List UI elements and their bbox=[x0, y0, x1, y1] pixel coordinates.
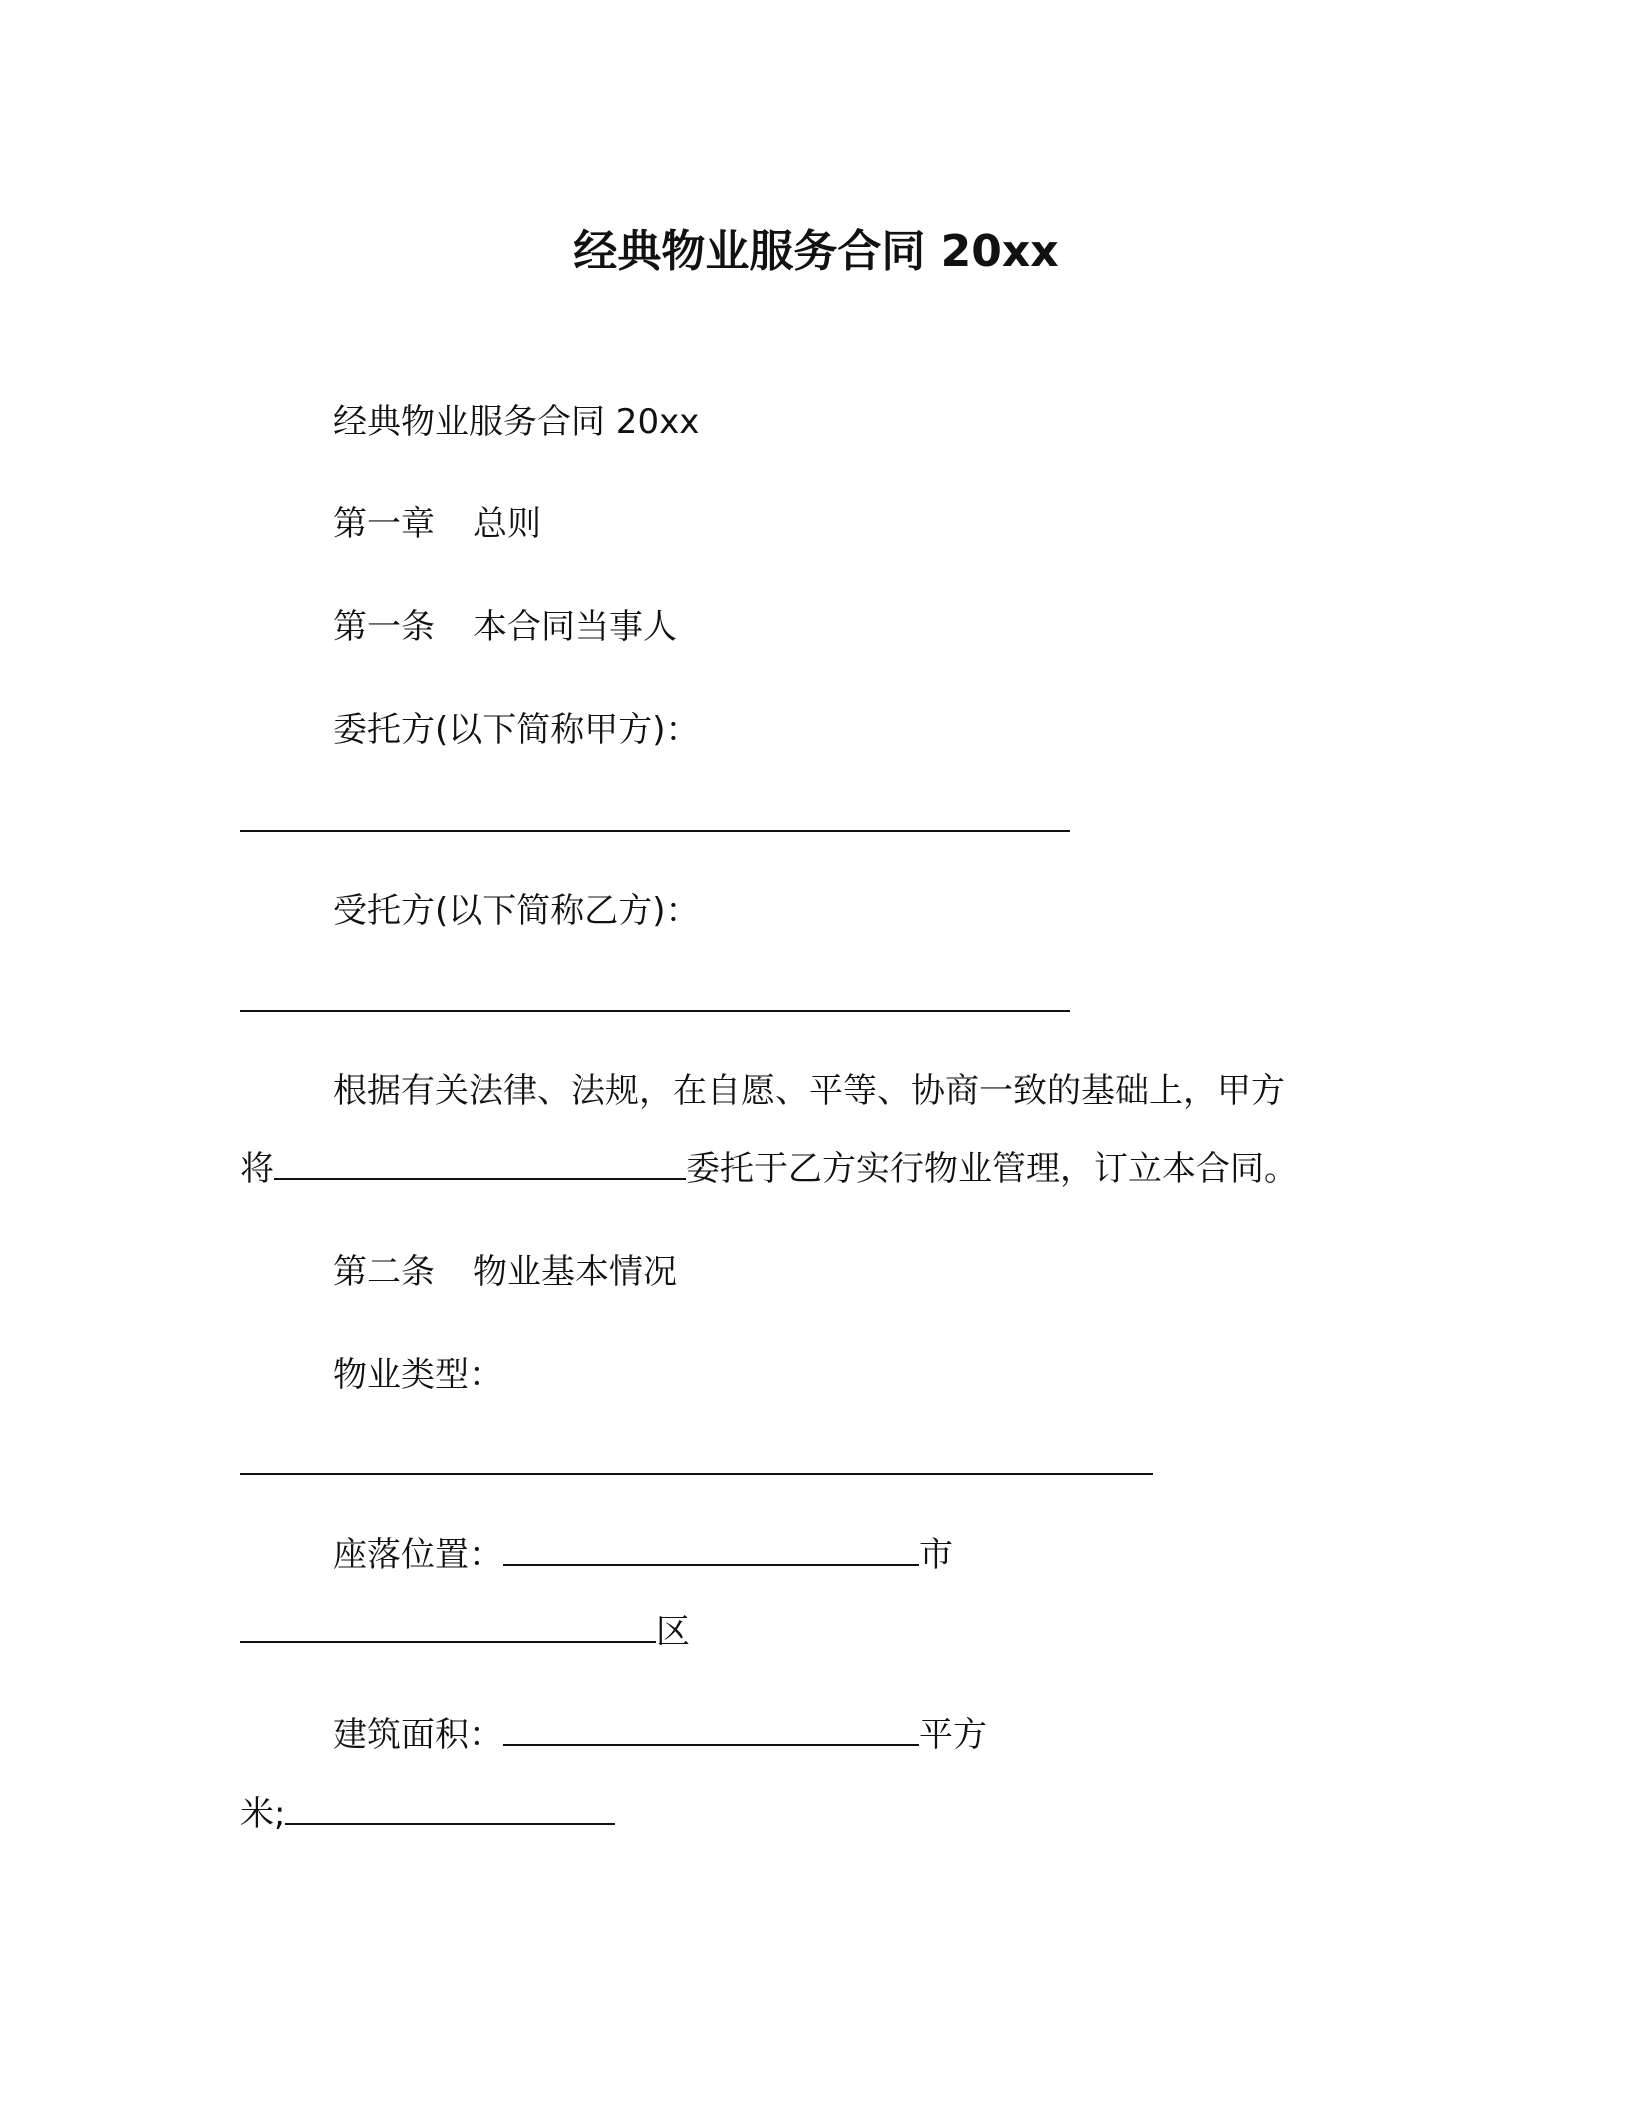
basis-prefix: 将 bbox=[240, 1149, 274, 1189]
district-line bbox=[240, 1608, 690, 1656]
location-label: 座落位置： bbox=[333, 1535, 503, 1575]
property-type-label: 物业类型： bbox=[333, 1355, 503, 1395]
area-label: 建筑面积： bbox=[333, 1715, 503, 1755]
city-suffix: 市 bbox=[919, 1535, 953, 1575]
city-blank bbox=[503, 1534, 919, 1566]
district-blank bbox=[240, 1611, 656, 1643]
entrusted-property-blank bbox=[274, 1148, 686, 1180]
location-line bbox=[333, 1531, 953, 1579]
chapter-heading bbox=[333, 500, 541, 548]
party-b-label: 受托方(以下简称乙方)： bbox=[333, 891, 700, 931]
basis-text-line1: 根据有关法律、法规，在自愿、平等、协商一致的基础上，甲方 bbox=[333, 1071, 1285, 1111]
chapter-number: 第一章 bbox=[333, 504, 435, 544]
article-heading bbox=[333, 603, 677, 651]
basis-text-line2 bbox=[240, 1145, 1298, 1193]
area-unit-line bbox=[240, 1790, 615, 1838]
article-name: 物业基本情况 bbox=[473, 1252, 677, 1292]
document-subtitle: 经典物业服务合同 20xx bbox=[333, 402, 700, 442]
party-a-label: 委托方(以下简称甲方)： bbox=[333, 710, 700, 750]
chapter-name: 总则 bbox=[473, 504, 541, 544]
article-number: 第二条 bbox=[333, 1252, 435, 1292]
property-type-blank bbox=[240, 1473, 1153, 1475]
area-blank bbox=[503, 1714, 919, 1746]
area-extra-blank bbox=[285, 1793, 615, 1825]
area-line bbox=[333, 1711, 987, 1759]
area-unit-part1: 平方 bbox=[919, 1715, 987, 1755]
article-heading bbox=[333, 1248, 677, 1296]
district-suffix: 区 bbox=[656, 1612, 690, 1652]
article-number: 第一条 bbox=[333, 607, 435, 647]
basis-suffix: 委托于乙方实行物业管理，订立本合同。 bbox=[686, 1149, 1298, 1189]
party-a-blank bbox=[240, 830, 1070, 832]
document-title: 经典物业服务合同 20xx bbox=[573, 226, 1059, 277]
article-name: 本合同当事人 bbox=[473, 607, 677, 647]
area-unit-part2: 米; bbox=[240, 1794, 286, 1834]
party-b-blank bbox=[240, 1010, 1070, 1012]
